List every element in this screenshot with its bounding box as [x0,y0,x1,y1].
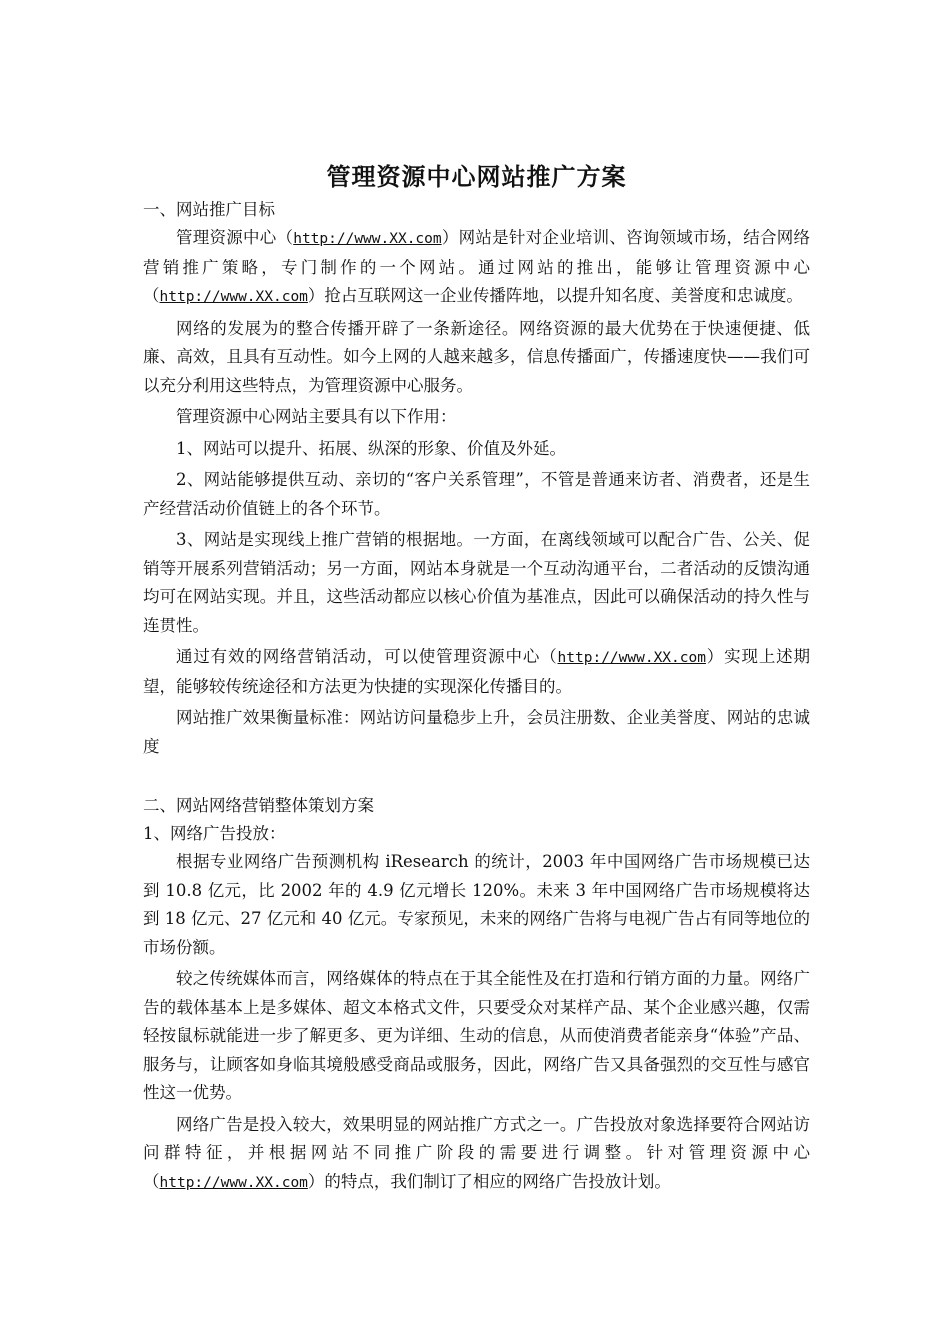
paragraph-expectation: 通过有效的网络营销活动，可以使管理资源中心（http://www.XX.com）实现上述期望，能够较传统途径和方法更为快捷的实现深化传播目的。 [143,647,811,696]
paragraph-functions-intro: 管理资源中心网站主要具有以下作用： [176,407,457,426]
section-heading-goals: 一、网站推广目标 [143,200,275,219]
paragraph-network-advantage: 网络的发展为的整合传播开辟了一条新途径。网络资源的最大优势在于快速便捷、低廉、高效，且具有互动性。如今上网的人越来越多，信息传播面广，传播速度快——我们可以充分利用这些特点，为管理资源中心服务。 [143,318,810,395]
page-title: 管理资源中心网站推广方案 [326,162,627,191]
site-url-link[interactable]: http://www.XX.com [159,289,308,305]
blank-line [143,764,810,792]
subheading-online-ads: 1、网络广告投放： [143,824,286,843]
site-url-link[interactable]: http://www.XX.com [293,231,442,247]
paragraph-intro: 管理资源中心（http://www.XX.com）网站是针对企业培训、咨询领域市场，结合网络营销推广策略，专门制作的一个网站。通过网站的推出，能够让管理资源中心（http://www.XX.com）抢占互联网这一企业传播阵地，以提升知名度、美誉度和忠诚度。 [143,228,811,305]
paragraph-media-features: 较之传统媒体而言，网络媒体的特点在于其全能性及在打造和行销方面的力量。网络广告的载体基本上是多媒体、超文本格式文件，只要受众对某样产品、某个企业感兴趣，仅需轻按鼠标就能进一步了解更多、更为详细、生动的信息，从而使消费者能亲身“体验”产品、服务与，让顾客如身临其境般感受商品或服务，因此，网络广告又具备强烈的交互性与感官性这一优势。 [143,969,810,1102]
paragraph-ad-market: 根据专业网络广告预测机构 iResearch 的统计，2003 年中国网络广告市场规模已达到 10.8 亿元，比 2002 年的 4.9 亿元增长 120%。未来 3 年中国网络广告市场规模将达到 18 亿元、27 亿元和 40 亿元。专家预见，未来的网络广告将与电视广告占有同等地位的市场份额。 [143,852,810,957]
paragraph-ad-plan: 网络广告是投入较大，效果明显的网站推广方式之一。广告投放对象选择要符合网站访问群特征，并根据网站不同推广阶段的需要进行调整。针对管理资源中心（http://www.XX.com）的特点，我们制订了相应的网络广告投放计划。 [143,1114,810,1191]
paragraph-metrics: 网站推广效果衡量标准：网站访问量稳步上升，会员注册数、企业美誉度、网站的忠诚度 [143,708,810,756]
document-body [143,160,810,1200]
site-url-link[interactable]: http://www.XX.com [159,1174,308,1191]
site-url-link[interactable]: http://www.XX.com [557,650,706,666]
section-heading-plan: 二、网站网络营销整体策划方案 [143,796,374,815]
list-item-function-2: 2、网站能够提供互动、亲切的“客户关系管理”，不管是普通来访者、消费者，还是生产经营活动价值链上的各个环节。 [143,470,810,518]
list-item-function-3: 3、网站是实现线上推广营销的根据地。一方面，在离线领域可以配合广告、公关、促销等开展系列营销活动；另一方面，网站本身就是一个互动沟通平台，二者活动的反馈沟通均可在网站实现。并且，这些活动都应以核心价值为基准点，因此可以确保活动的持久性与连贯性。 [143,530,810,635]
list-item-function-1: 1、网站可以提升、拓展、纵深的形象、价值及外延。 [176,438,566,458]
